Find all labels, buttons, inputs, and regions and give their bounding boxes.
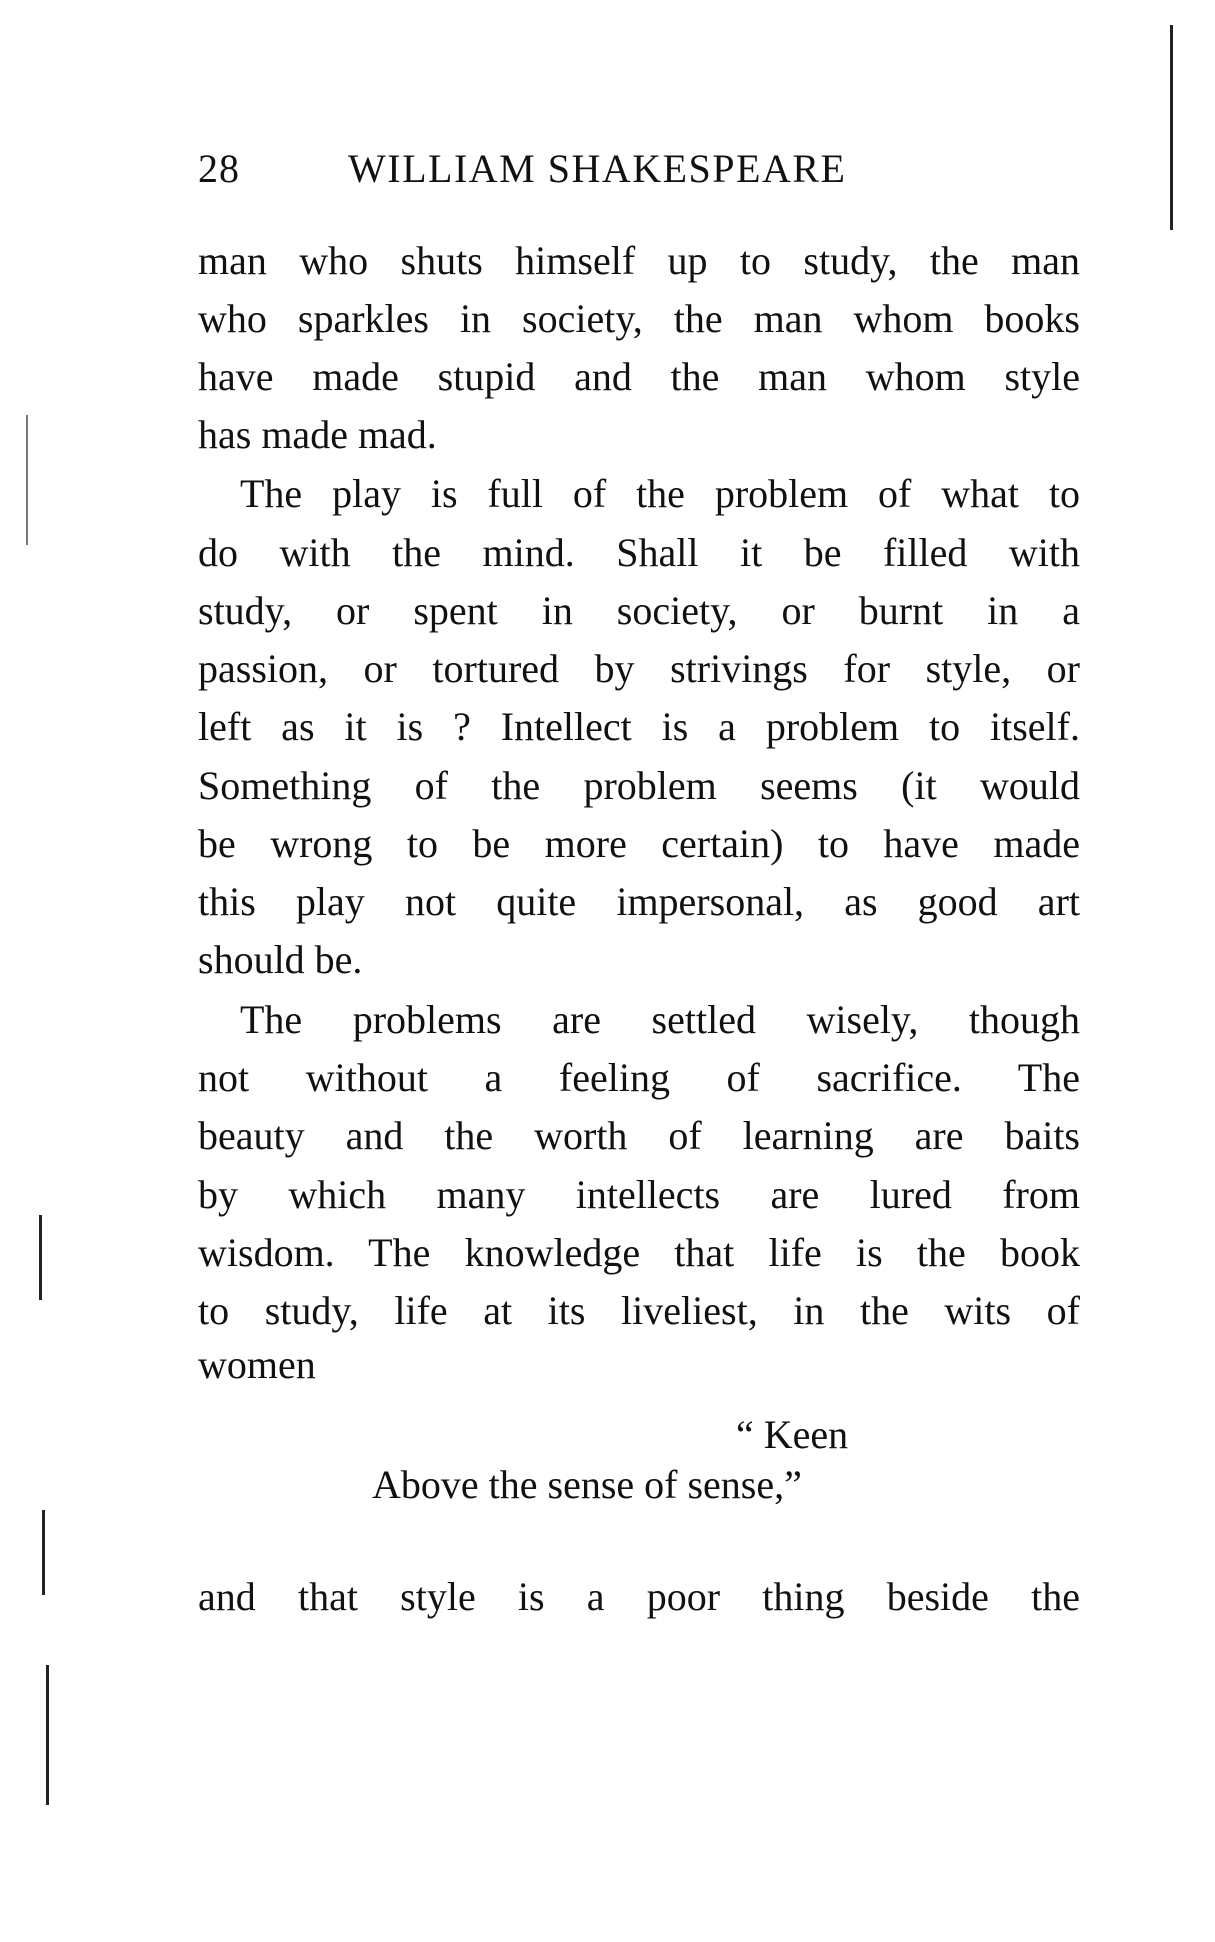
text-line: Something of the problem seems (it would: [198, 763, 1080, 808]
text-line: who sparkles in society, the man whom books: [198, 296, 1080, 341]
text-line: be wrong to be more certain) to have made: [198, 821, 1080, 866]
text-line: to study, life at its liveliest, in the wits of: [198, 1288, 1080, 1333]
text-line: should be.: [198, 937, 363, 982]
text-line: passion, or tortured by strivings for style, or: [198, 646, 1080, 691]
text-line: do with the mind. Shall it be filled with: [198, 530, 1080, 575]
text-line: this play not quite impersonal, as good art: [198, 879, 1080, 924]
scan-edge-mark: [1170, 25, 1173, 230]
text-line: The play is full of the problem of what to: [240, 471, 1080, 516]
page-number: 28: [198, 146, 240, 191]
running-title: WILLIAM SHAKESPEARE: [348, 146, 847, 191]
page-header: [198, 145, 1080, 205]
scan-edge-mark: [46, 1665, 49, 1805]
scan-edge-mark: [26, 415, 28, 545]
text-line: women: [198, 1342, 316, 1387]
text-line: have made stupid and the man whom style: [198, 354, 1080, 399]
text-line: has made mad.: [198, 412, 437, 457]
text-line: beauty and the worth of learning are baits: [198, 1113, 1080, 1158]
scan-edge-mark: [39, 1215, 42, 1300]
text-line: The problems are settled wisely, though: [240, 997, 1080, 1042]
text-line: man who shuts himself up to study, the man: [198, 238, 1080, 283]
verse-line: Above the sense of sense,”: [372, 1462, 802, 1507]
text-line: wisdom. The knowledge that life is the book: [198, 1230, 1080, 1275]
scan-edge-mark: [42, 1510, 45, 1595]
text-line: not without a feeling of sacrifice. The: [198, 1055, 1080, 1100]
text-line: study, or spent in society, or burnt in a: [198, 588, 1080, 633]
verse-line: “ Keen: [736, 1412, 849, 1457]
text-line: left as it is ? Intellect is a problem to itself.: [198, 704, 1080, 749]
text-line: by which many intellects are lured from: [198, 1172, 1080, 1217]
text-line: and that style is a poor thing beside the: [198, 1574, 1080, 1619]
